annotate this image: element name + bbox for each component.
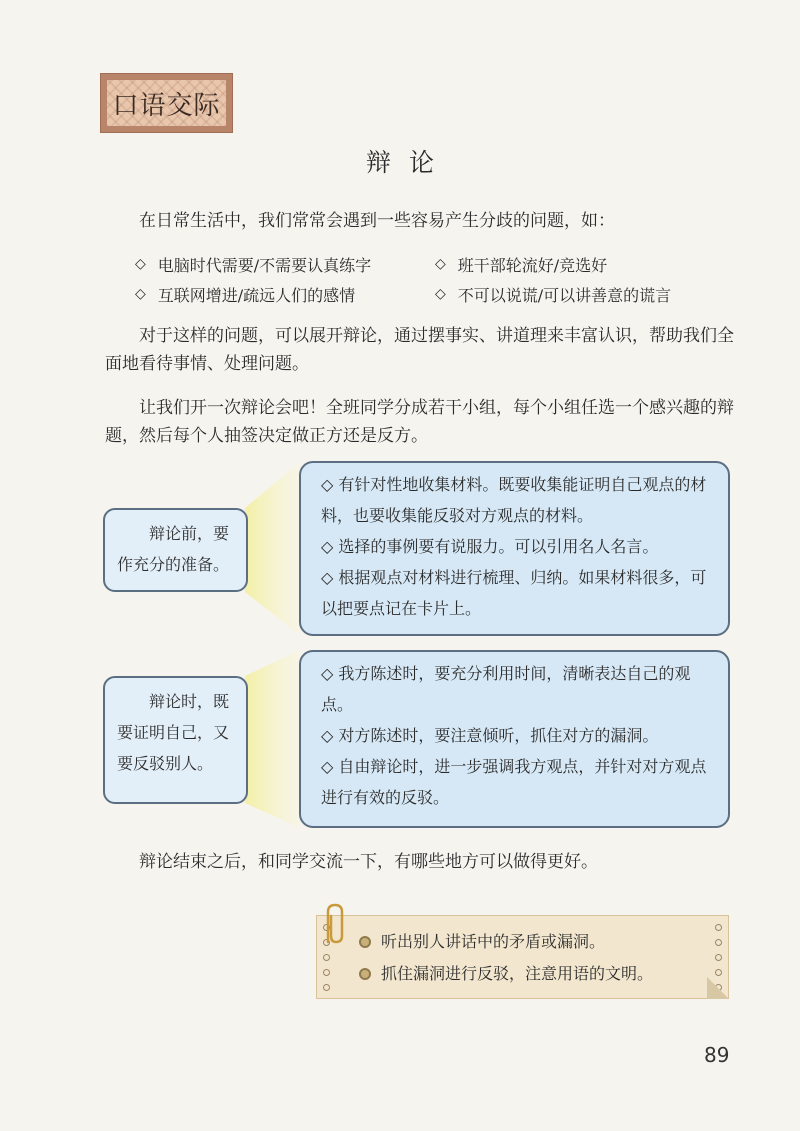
section-tag-label: 口语交际	[112, 90, 221, 121]
page-title: 辩论	[365, 148, 452, 177]
list-item: ◇ 自由辩论时，进一步强调我方观点，并针对对方观点进行有效的反驳。	[321, 757, 707, 807]
list-item: ◇ 班干部轮流好/竞选好	[435, 255, 608, 275]
diamond-bullet-icon: ◇	[435, 256, 446, 272]
beam-during	[245, 650, 300, 828]
list-item: ◇ 有针对性地收集材料。既要收集能证明自己观点的材料，也要收集能反驳对方观点的材料。	[321, 475, 707, 525]
paragraph-2: 对于这样的问题，可以展开辩论，通过摆事实、讲道理来丰富认识，帮助我们全面地看待事情、处理问题。	[105, 326, 734, 374]
circle-bullet-icon	[359, 968, 371, 980]
intro-paragraph: 在日常生活中，我们常常会遇到一些容易产生分歧的问题，如：	[139, 211, 615, 231]
circle-bullet-icon	[359, 936, 371, 948]
list-item: ◇ 电脑时代需要/不需要认真练字	[135, 255, 372, 275]
list-item: ◇ 不可以说谎/可以讲善意的谎言	[435, 285, 672, 305]
paperclip-icon	[318, 902, 352, 948]
hole-icon	[323, 984, 330, 991]
hole-icon	[323, 954, 330, 961]
during-debate-label: 辩论时，既要证明自己，又要反驳别人。	[103, 676, 248, 804]
hole-icon	[715, 954, 722, 961]
hole-icon	[323, 969, 330, 976]
page-fold-corner	[707, 977, 729, 999]
diamond-bullet-icon: ◇	[435, 286, 446, 302]
diamond-bullet-icon: ◇	[135, 286, 146, 302]
list-item: ◇ 根据观点对材料进行梳理、归纳。如果材料很多，可以把要点记在卡片上。	[321, 568, 707, 618]
list-item: ◇ 互联网增进/疏远人们的感情	[135, 285, 356, 305]
during-debate-callout	[299, 650, 730, 828]
hole-icon	[715, 939, 722, 946]
hole-icon	[715, 924, 722, 931]
list-item: ◇ 选择的事例要有说服力。可以引用名人名言。	[321, 537, 659, 556]
list-item: 听出别人讲话中的矛盾或漏洞。	[359, 926, 653, 958]
list-item: ◇ 对方陈述时，要注意倾听，抓住对方的漏洞。	[321, 726, 659, 745]
list-item: ◇ 我方陈述时，要充分利用时间，清晰表达自己的观点。	[321, 664, 691, 714]
diamond-bullet-icon: ◇	[135, 256, 146, 272]
hole-icon	[715, 969, 722, 976]
list-item: 抓住漏洞进行反驳，注意用语的文明。	[359, 958, 653, 990]
before-debate-label: 辩论前，要作充分的准备。	[103, 508, 248, 592]
tip-card	[316, 915, 729, 999]
closing-paragraph: 辩论结束之后，和同学交流一下，有哪些地方可以做得更好。	[139, 852, 598, 872]
page-number: 89	[704, 1043, 730, 1067]
paragraph-3: 让我们开一次辩论会吧！全班同学分成若干小组，每个小组任选一个感兴趣的辩题，然后每个人抽签决定做正方还是反方。	[105, 398, 734, 446]
beam-before	[245, 462, 300, 635]
before-debate-callout	[299, 461, 730, 636]
